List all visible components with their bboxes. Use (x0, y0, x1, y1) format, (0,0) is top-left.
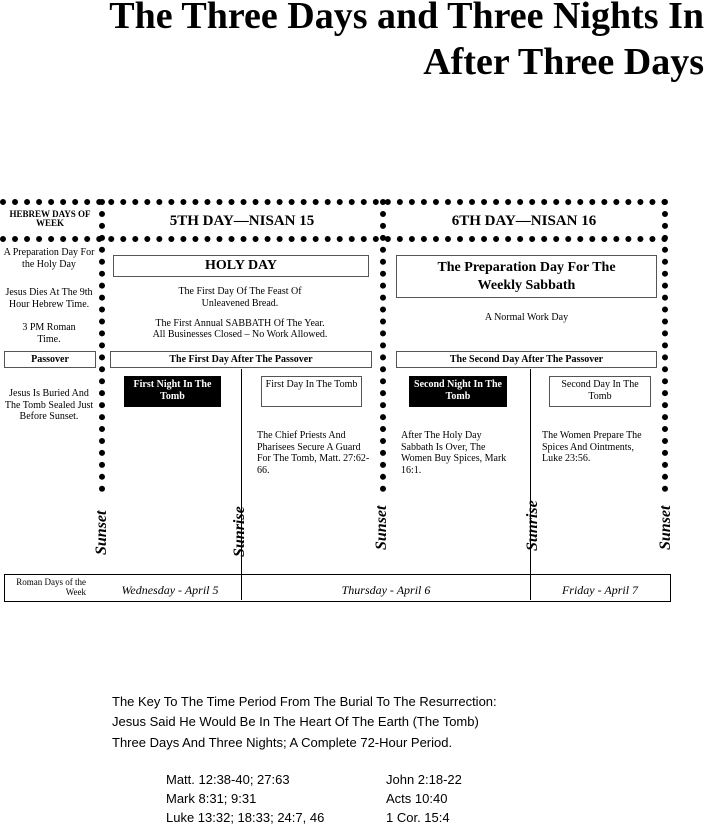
reference-left-1: Matt. 12:38-40; 27:63 (166, 772, 290, 787)
burial-note: Jesus Is Buried And The Tomb Sealed Just Before Sunset. (4, 388, 94, 422)
roman-day-friday: Friday - April 7 (561, 583, 639, 597)
divider-day5-start (99, 199, 105, 492)
roman-days-label: Roman Days of the Week (16, 577, 86, 597)
holy-day-heading: HOLY DAY (113, 255, 369, 277)
sunset-marker-1: Sunset (93, 510, 110, 555)
roman-row-right (670, 574, 671, 602)
first-day-after-passover: The First Day After The Passover (110, 351, 372, 368)
sunset-marker-3: Sunset (657, 505, 674, 550)
jesus-dies-note: Jesus Dies At The 9th Hour Hebrew Time. (5, 287, 93, 310)
roman-row-left (4, 574, 5, 602)
roman-time-note: 3 PM Roman Time. (22, 322, 76, 345)
roman-day-thursday: Thursday - April 6 (341, 583, 431, 597)
second-day-after-passover: The Second Day After The Passover (396, 351, 657, 368)
first-day-in-tomb: First Day In The Tomb (261, 376, 362, 407)
preparation-day-note: A Preparation Day For the Holy Day (3, 247, 95, 270)
first-night-in-tomb: First Night In The Tomb (124, 376, 221, 407)
women-prepare-spices-event: The Women Prepare The Spices And Ointments, Luke 23:56. (542, 430, 642, 464)
divider-day6-start (380, 199, 386, 492)
sunrise-marker-1: Sunrise (231, 506, 248, 557)
reference-left-3: Luke 13:32; 18:33; 24:7, 46 (166, 810, 325, 825)
key-line-2: Jesus Said He Would Be In The Heart Of The Earth (The Tomb) (112, 714, 479, 729)
chief-priests-event: The Chief Priests And Pharisees Secure A Guard For The Tomb, Matt. 27:62-66. (257, 430, 370, 476)
reference-right-3: 1 Cor. 15:4 (386, 810, 450, 825)
divider-day6-end (662, 199, 668, 492)
key-line-3: Three Days And Three Nights; A Complete 72-Hour Period. (112, 735, 453, 750)
businesses-closed-note: All Businesses Closed – No Work Allowed. (152, 329, 328, 340)
roman-day-wednesday: Wednesday - April 5 (121, 583, 219, 597)
key-line-1: The Key To The Time Period From The Burial To The Resurrection: (112, 694, 497, 709)
passover-box: Passover (4, 351, 96, 368)
normal-work-day-note: A Normal Work Day (484, 312, 569, 323)
roman-row-bottom (4, 601, 671, 602)
women-buy-spices-event: After The Holy Day Sabbath Is Over, The Women Buy Spices, Mark 16:1. (401, 430, 507, 476)
day5-header: 5TH DAY—NISAN 15 (169, 213, 315, 229)
reference-right-2: Acts 10:40 (386, 791, 448, 806)
sunrise-line-day6 (530, 369, 531, 600)
day6-header: 6TH DAY—NISAN 16 (451, 213, 597, 229)
reference-right-1: John 2:18-22 (386, 772, 462, 787)
preparation-day-heading: The Preparation Day For The Weekly Sabbath (396, 255, 657, 298)
sunset-marker-2: Sunset (373, 505, 390, 550)
second-night-in-tomb: Second Night In The Tomb (409, 376, 507, 407)
hebrew-days-label: HEBREW DAYS OF WEEK (9, 209, 91, 228)
annual-sabbath-note: The First Annual SABBATH Of The Year. (155, 318, 325, 329)
sunrise-line-day5 (241, 369, 242, 600)
reference-left-2: Mark 8:31; 9:31 (166, 791, 257, 806)
feast-note: The First Day Of The Feast Of Unleavened Bread. (178, 286, 302, 309)
page-title-line1: The Three Days and Three Nights In (109, 0, 704, 37)
roman-row-top (4, 574, 671, 575)
second-day-in-tomb: Second Day In The Tomb (549, 376, 651, 407)
page-title-line2: After Three Days (423, 41, 704, 83)
sunrise-marker-2: Sunrise (524, 500, 541, 551)
